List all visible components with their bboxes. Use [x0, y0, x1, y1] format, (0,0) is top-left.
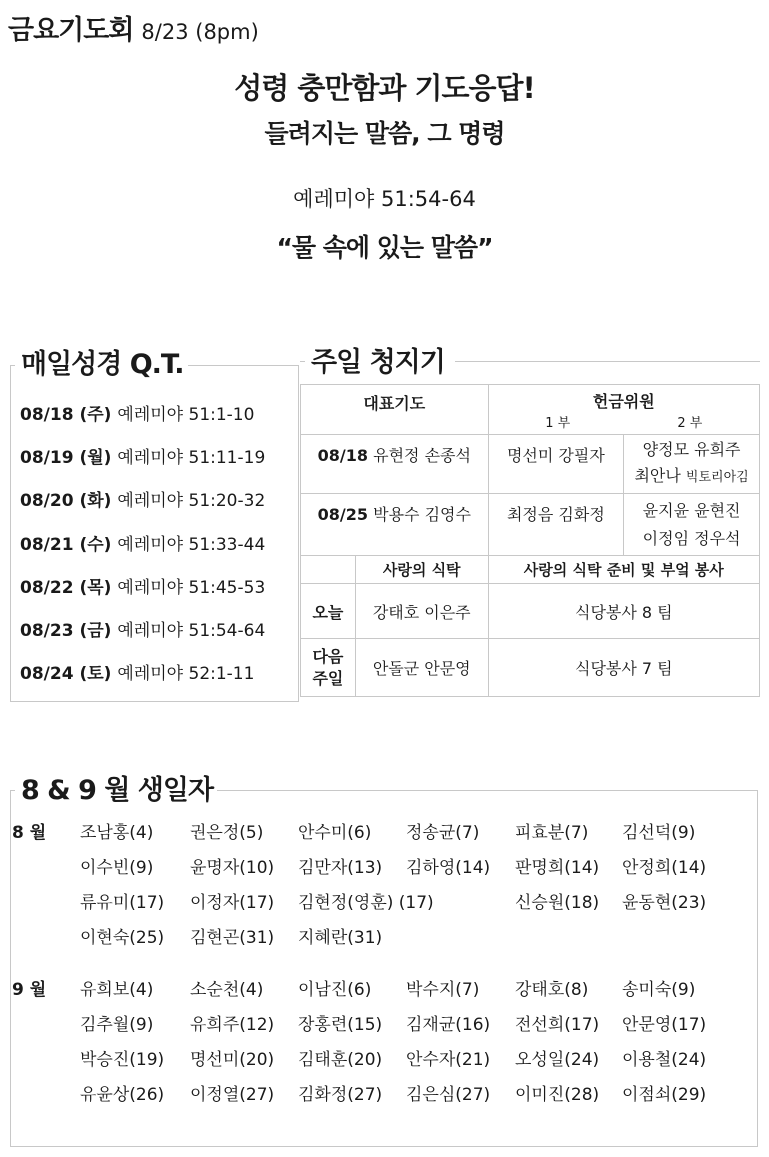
birthday-entry: 명선미(20) [190, 1050, 275, 1070]
meal-row-label [301, 639, 356, 697]
meal-service: 식당봉사 7 팀 [488, 639, 759, 697]
birthday-entry: 안문영(17) [622, 1015, 707, 1035]
birthday-entry: 안수자(21) [406, 1050, 491, 1070]
prayer-names: 박용수 김영수 [373, 505, 471, 524]
birthday-entry: 이미진(28) [515, 1085, 600, 1105]
birthday-entry: 윤동현(23) [622, 893, 707, 913]
birthday-entry: 윤명자(10) [190, 858, 275, 878]
offering-part1-names: 명선미 강필자 [488, 435, 624, 494]
offering-part2-names-2: 이정임 정우석 [642, 528, 741, 548]
steward-title: 주일 청지기 [305, 340, 455, 379]
birthday-entry: 소순천(4) [190, 980, 264, 1000]
meal-service-header: 사랑의 식탁 준비 및 부엌 봉사 [488, 556, 759, 584]
meal-service: 식당봉사 8 팀 [488, 584, 759, 639]
meal-row-label: 오늘 [301, 584, 356, 639]
birthday-entry: 안수미(6) [298, 823, 372, 843]
sermon-quote: “물 속에 있는 말씀” [276, 233, 493, 262]
part2-label: 2 부 [677, 416, 703, 431]
qt-item [20, 486, 290, 511]
birthday-entry: 송미숙(9) [622, 980, 696, 1000]
offering-header-cell [488, 385, 759, 435]
offering-part2-names: 윤지윤 윤현진 [642, 500, 741, 520]
birthday-entry: 신승원(18) [515, 893, 600, 913]
qt-item [20, 616, 290, 641]
offering-name: 최안나 [634, 466, 681, 485]
page-title [8, 8, 259, 47]
birthday-entry: 이현숙(25) [80, 928, 165, 948]
qt-date: 08/18 (주) [20, 405, 112, 425]
birthday-entry: 판명희(14) [515, 858, 600, 878]
qt-item [20, 443, 290, 468]
row-date: 08/18 [317, 446, 369, 465]
birthday-entry: 권은정(5) [190, 823, 264, 843]
qt-date: 08/21 (수) [20, 535, 112, 555]
birthday-entry: 조남홍(4) [80, 823, 154, 843]
birthday-entry: 류유미(17) [80, 893, 165, 913]
qt-ref: 예레미야 51:54-64 [117, 621, 266, 641]
qt-ref: 예레미야 51:11-19 [117, 448, 266, 468]
meal-names: 안돌군 안문영 [355, 639, 488, 697]
qt-ref: 예레미야 52:1-11 [117, 664, 255, 684]
qt-date: 08/22 (목) [20, 578, 112, 598]
birthday-entry: 유희주(12) [190, 1015, 275, 1035]
birthday-entry: 김만자(13) [298, 858, 383, 878]
birthday-entry: 이남진(6) [298, 980, 372, 1000]
qt-ref: 예레미야 51:1-10 [117, 405, 255, 425]
birthday-entry: 안정희(14) [622, 858, 707, 878]
offering-header: 헌금위원 [592, 392, 655, 411]
prayer-cell [301, 435, 489, 494]
steward-table [300, 384, 760, 697]
sermon-subtitle: 들려지는 말씀, 그 명령 [264, 119, 505, 148]
sermon-title: 성령 충만함과 기도응답! [234, 71, 535, 105]
meal-header: 사랑의 식탁 [355, 556, 488, 584]
birthday-entry: 김화정(27) [298, 1085, 383, 1105]
birthday-entry: 박수지(7) [406, 980, 480, 1000]
birthday-entry: 전선희(17) [515, 1015, 600, 1035]
qt-ref: 예레미야 51:33-44 [117, 535, 266, 555]
birthday-entry: 이수빈(9) [80, 858, 154, 878]
meal-row-label-b: 주일 [312, 668, 344, 688]
birthday-entry: 장홍련(15) [298, 1015, 383, 1035]
qt-date: 08/24 (토) [20, 664, 112, 684]
qt-ref: 예레미야 51:20-32 [117, 491, 266, 511]
meal-row-label-a: 다음 [312, 646, 344, 666]
birthday-entry: 유윤상(26) [80, 1085, 165, 1105]
birthday-entry: 김선덕(9) [622, 823, 696, 843]
meal-corner-cell [301, 556, 356, 584]
service-date: 8/23 (8pm) [141, 20, 259, 44]
meal-names: 강태호 이은주 [355, 584, 488, 639]
qt-date: 08/19 (월) [20, 448, 112, 468]
birthday-entry: 박승진(19) [80, 1050, 165, 1070]
birthday-entry: 김은심(27) [406, 1085, 491, 1105]
month-label: 8 월 [12, 823, 47, 843]
birthday-entry: 오성일(24) [515, 1050, 600, 1070]
birthday-entry: 김재균(16) [406, 1015, 491, 1035]
birthday-entry: 김현정(영훈) (17) [298, 893, 434, 913]
offering-name-small: 빅토리아김 [685, 470, 749, 485]
qt-item [20, 400, 290, 425]
qt-title: 매일성경 Q.T. [15, 342, 188, 381]
title-text: 금요기도회 [8, 15, 134, 46]
birthday-entry: 김하영(14) [406, 858, 491, 878]
offering-part1-names: 최정음 김화정 [488, 494, 624, 556]
birthday-entry: 정송균(7) [406, 823, 480, 843]
qt-item [20, 573, 290, 598]
prayer-header: 대표기도 [301, 385, 489, 435]
birthday-entry: 이정열(27) [190, 1085, 275, 1105]
row-date: 08/25 [317, 505, 369, 524]
birthday-entry: 이점쇠(29) [622, 1085, 707, 1105]
birthday-entry: 유희보(4) [80, 980, 154, 1000]
part1-label: 1 부 [545, 416, 571, 431]
offering-part2-names: 양정모 유희주 [642, 440, 741, 459]
birthday-entry: 김현곤(31) [190, 928, 275, 948]
birthday-entry: 피효분(7) [515, 823, 589, 843]
qt-date: 08/23 (금) [20, 621, 112, 641]
qt-item [20, 530, 290, 555]
qt-date: 08/20 (화) [20, 491, 112, 511]
birthday-entry: 김추월(9) [80, 1015, 154, 1035]
offering-part2-cell [624, 435, 760, 494]
scripture-reference: 예레미야 51:54-64 [293, 187, 476, 211]
birthday-entry: 지혜란(31) [298, 928, 383, 948]
birthday-entry: 김태훈(20) [298, 1050, 383, 1070]
month-label: 9 월 [12, 980, 47, 1000]
prayer-cell [301, 494, 489, 556]
birthday-entry: 이용철(24) [622, 1050, 707, 1070]
prayer-names: 유현정 손종석 [373, 446, 471, 465]
offering-part2-cell [624, 494, 760, 556]
offering-parts [492, 412, 756, 431]
birthday-entry: 강태호(8) [515, 980, 589, 1000]
birthday-title: 8 & 9 월 생일자 [15, 768, 217, 807]
qt-item [20, 659, 290, 684]
birthday-entry: 이정자(17) [190, 893, 275, 913]
offering-part2-names-2 [627, 463, 756, 491]
qt-ref: 예레미야 51:45-53 [117, 578, 266, 598]
